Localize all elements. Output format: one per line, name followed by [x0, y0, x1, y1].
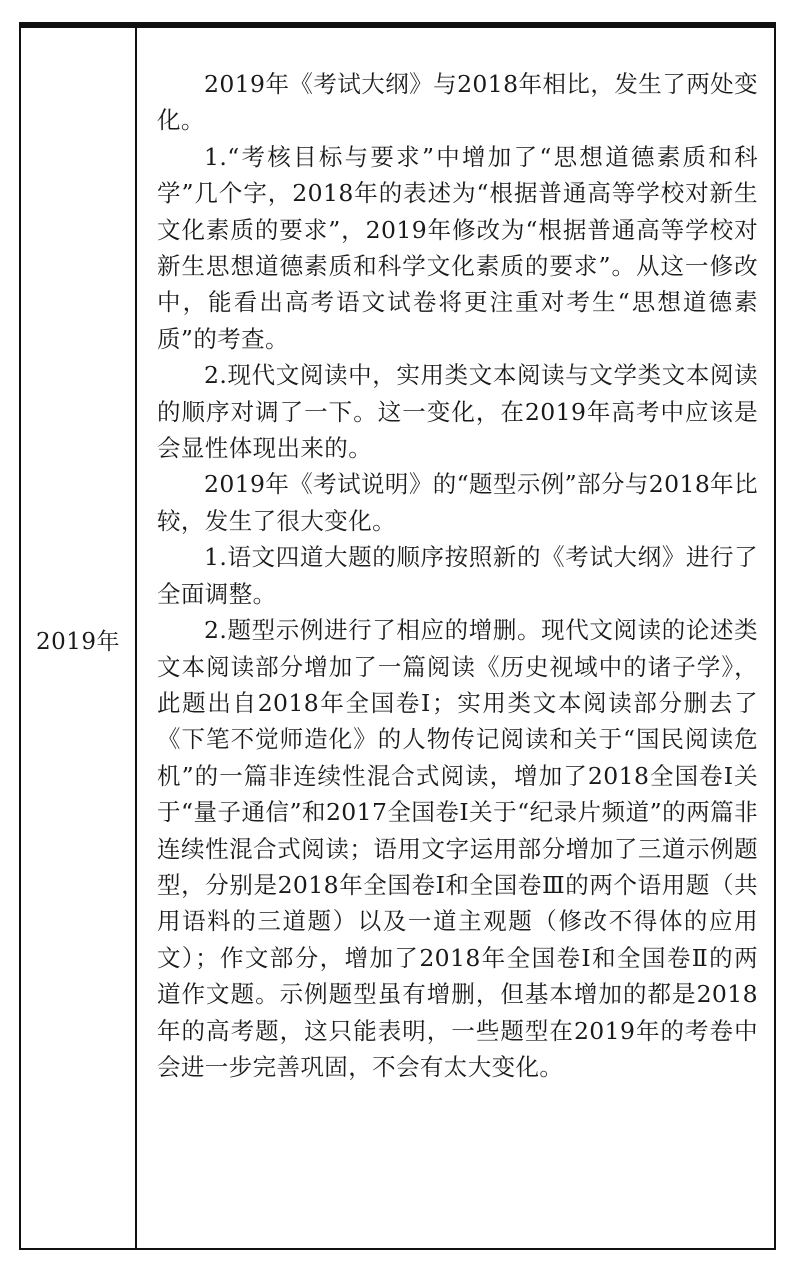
comparison-table	[19, 22, 776, 1250]
year-cell	[21, 28, 137, 1248]
paragraph-outline-intro: 2019年《考试大纲》与2018年相比，发生了两处变化。	[157, 70, 758, 135]
paragraph-outline-change-1: 1.“考核目标与要求”中增加了“思想道德素质和科学”几个字，2018年的表述为“根据普通高等学校对新生文化素质的要求”，2019年修改为“根据普通高等学校对新生思想道德素质和科学文化素质的要求”。从这一修改中，能看出高考语文试卷将更注重对考生“思想道德素质”的考查。	[157, 142, 758, 353]
paragraph-instructions-intro: 2019年《考试说明》的“题型示例”部分与2018年比较，发生了很大变化。	[157, 470, 758, 535]
paragraph-outline-change-2: 2.现代文阅读中，实用类文本阅读与文学类文本阅读的顺序对调了一下。这一变化，在2019年高考中应该是会显性体现出来的。	[157, 361, 758, 463]
content-cell	[137, 28, 774, 1248]
paragraph-instructions-change-2: 2.题型示例进行了相应的增删。现代文阅读的论述类文本阅读部分增加了一篇阅读《历史视域中的诸子学》，此题出自2018年全国卷Ⅰ；实用类文本阅读部分删去了《下笔不觉师造化》的人物传记阅读和关于“国民阅读危机”的一篇非连续性混合式阅读，增加了2018全国卷Ⅰ关于“量子通信”和2017全国卷Ⅰ关于“纪录片频道”的两篇非连续性混合式阅读；语用文字运用部分增加了三道示例题型，分别是2018年全国卷Ⅰ和全国卷Ⅲ的两个语用题（共用语料的三道题）以及一道主观题（修改不得体的应用文）；作文部分，增加了2018年全国卷Ⅰ和全国卷Ⅱ的两道作文题。示例题型虽有增删，但基本增加的都是2018年的高考题，这只能表明，一些题型在2019年的考卷中会进一步完善巩固，不会有太大变化。	[157, 616, 758, 1081]
paragraph-instructions-change-1: 1.语文四道大题的顺序按照新的《考试大纲》进行了全面调整。	[157, 543, 758, 608]
year-label: 2019年	[35, 629, 121, 655]
